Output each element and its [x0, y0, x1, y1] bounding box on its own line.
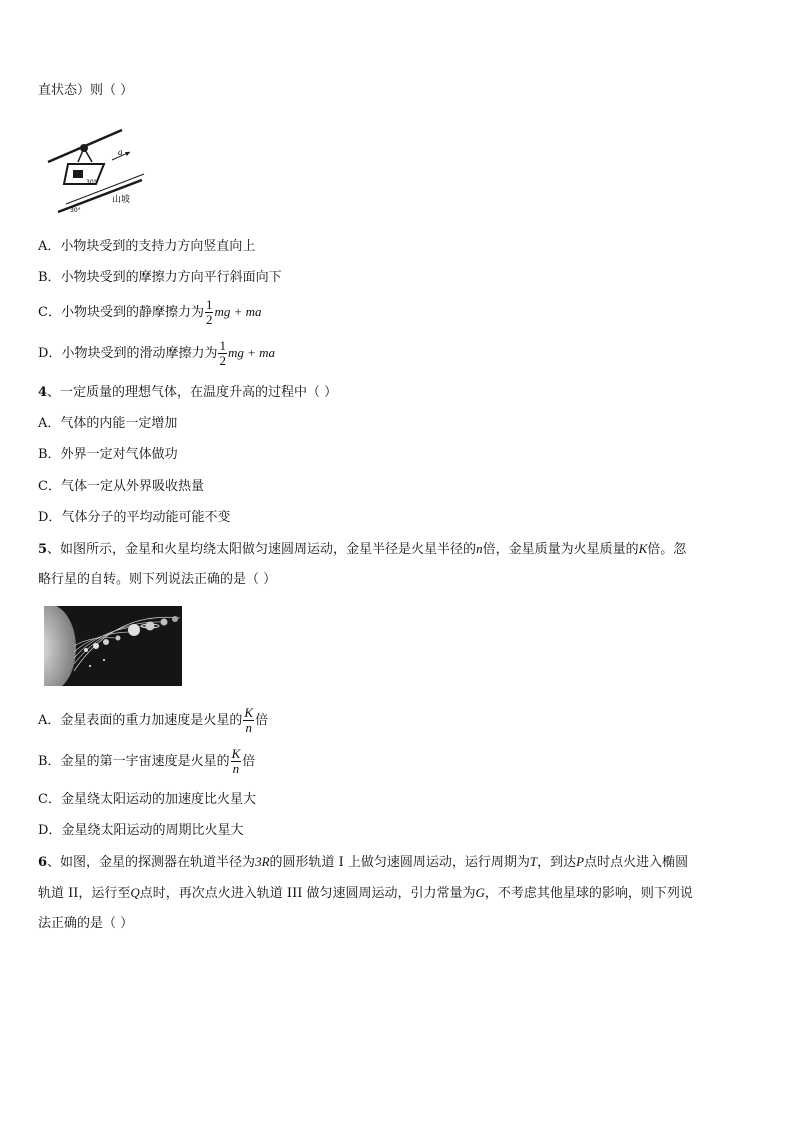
slope-label: 山坡 [112, 195, 131, 205]
accel-label: a [118, 147, 123, 157]
q5-option-d: D．金星绕太阳运动的周期比火星大 [38, 823, 244, 838]
q5-stem-line1: 5、如图所示，金星和火星均绕太阳做匀速圆周运动，金星半径是火星半径的n倍，金星质量为火星质量的K倍。忽 [38, 541, 687, 557]
q4-option-b: B．外界一定对气体做功 [38, 447, 178, 462]
q5-option-b: B．金星的第一宇宙速度是火星的 $\frac{K}{n}$ 倍 [38, 746, 256, 776]
q3-option-c: C．小物块受到的静摩擦力为 $\frac{1}{2}$ mg + ma [38, 297, 262, 327]
q3-stem-tail: 直状态）则（ ） [38, 83, 134, 98]
q3-option-a: A．小物块受到的支持力方向竖直向上 [38, 239, 256, 254]
q6-stem-line1: 6、如图，金星的探测器在轨道半径为3R的圆形轨道 I 上做匀速圆周运动，运行周期为T，到达P点时点火进入椭圆 [38, 854, 689, 870]
angle-label-top: 30° [86, 179, 97, 186]
q5-stem-line2: 略行星的自转。则下列说法正确的是（ ） [38, 572, 277, 587]
q3-slope-figure [40, 122, 150, 217]
q3-option-d: D．小物块受到的滑动摩擦力为 $\frac{1}{2}$ mg + ma [38, 338, 276, 368]
q5-solar-system-figure [44, 606, 182, 686]
q6-stem-line3: 法正确的是（ ） [38, 916, 134, 931]
q3-option-b: B．小物块受到的摩擦力方向平行斜面向下 [38, 270, 282, 285]
q4-option-a: A．气体的内能一定增加 [38, 416, 178, 431]
fraction-k-over-n: $\frac{K}{n}$ [231, 746, 241, 776]
q5-option-a: A．金星表面的重力加速度是火星的 $\frac{K}{n}$ 倍 [38, 705, 269, 735]
angle-label-bottom: 30° [70, 207, 81, 214]
fraction-half: $\frac{1}{2}$ [205, 297, 213, 327]
q5-option-c: C．金星绕太阳运动的加速度比火星大 [38, 792, 256, 807]
q6-stem-line2: 轨道 II，运行至Q点时，再次点火进入轨道 III 做匀速圆周运动，引力常量为G，不考虑其他星球的影响，则下列说 [38, 885, 693, 901]
q4-option-d: D．气体分子的平均动能可能不变 [38, 510, 231, 525]
q4-option-c: C．气体一定从外界吸收热量 [38, 479, 204, 494]
q4-stem: 4、一定质量的理想气体，在温度升高的过程中（ ） [38, 385, 338, 400]
fraction-k-over-n: $\frac{K}{n}$ [244, 705, 254, 735]
fraction-half: $\frac{1}{2}$ [219, 338, 226, 368]
